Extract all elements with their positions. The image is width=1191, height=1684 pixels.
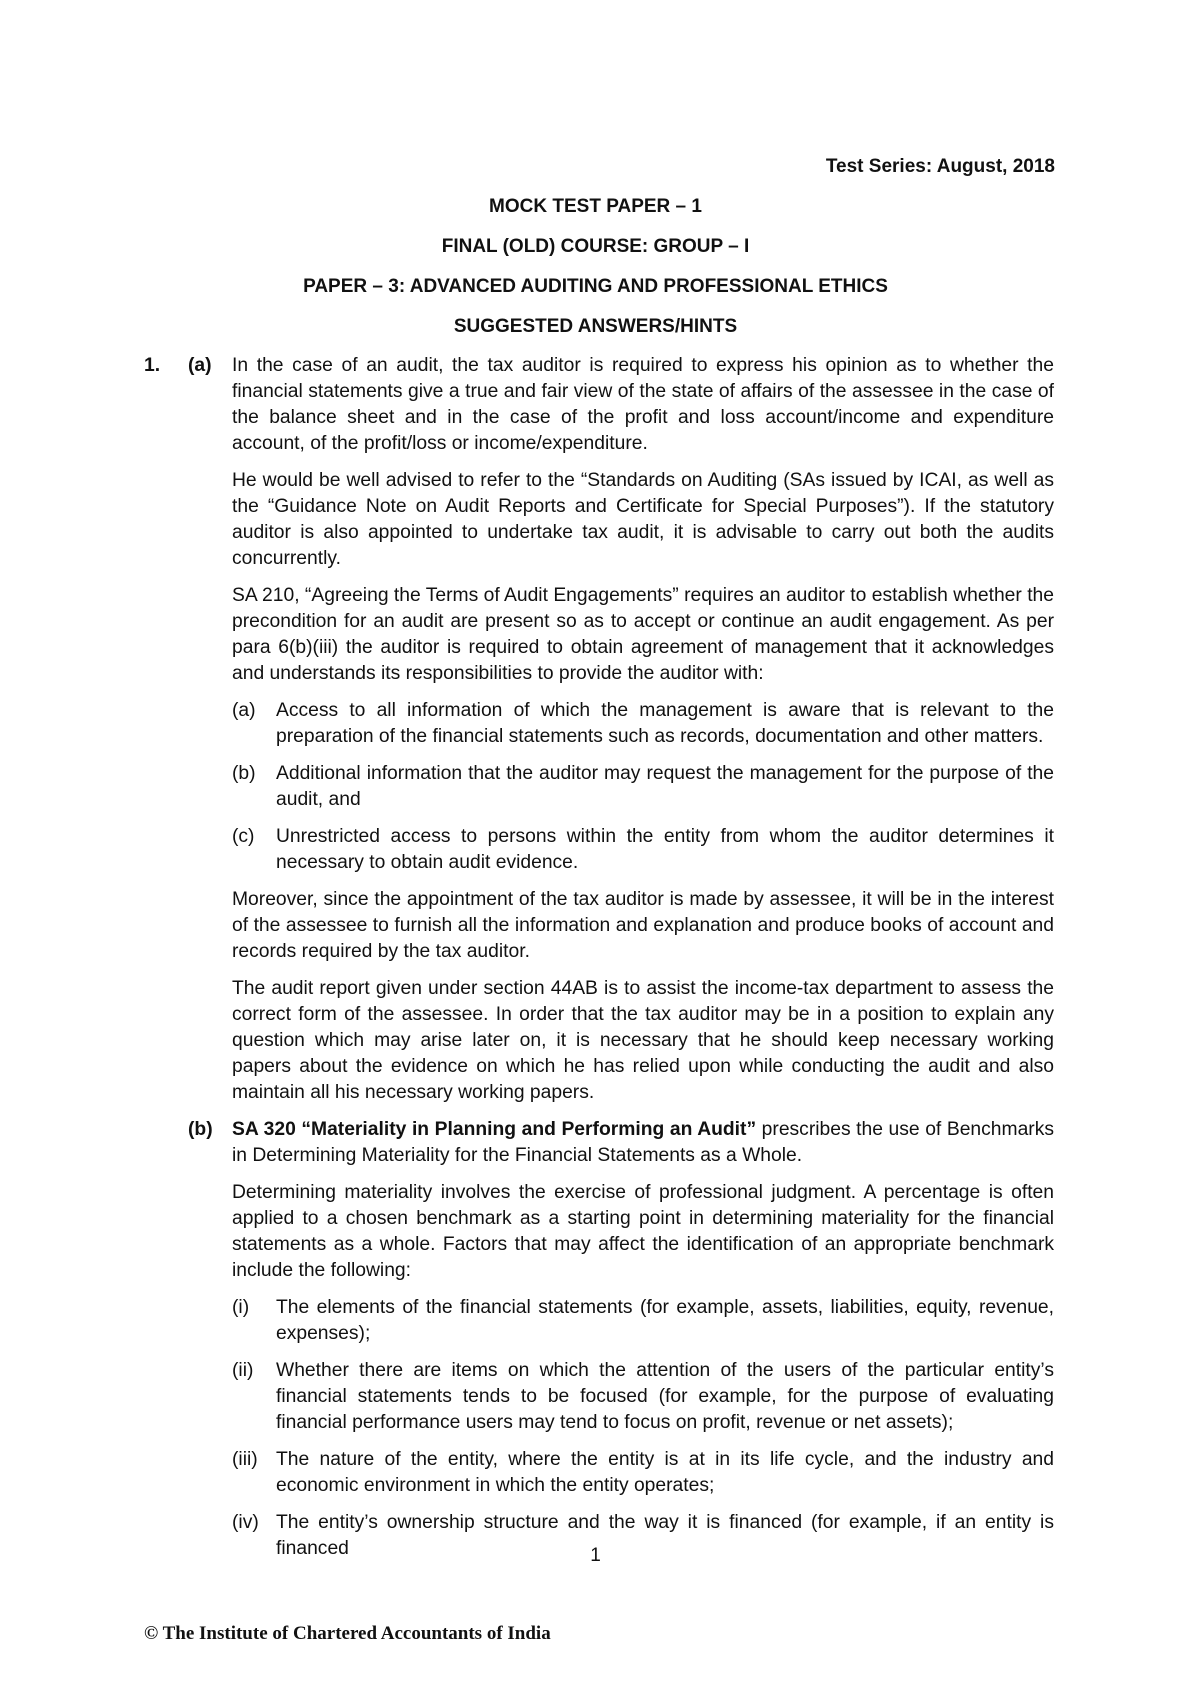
list-item (232, 1447, 1054, 1499)
list-item-label: (c) (232, 826, 255, 847)
list-item-label: (iii) (232, 1449, 258, 1470)
page-number: 1 (590, 1545, 601, 1566)
list-item-label: (i) (232, 1297, 250, 1318)
paragraph: In the case of an audit, the tax auditor is required to express his opinion as to whether the financial statements give a true and fair view of the state of affairs of the assessee in the case of the balance sheet and in the case of the profit and loss account/income and expenditure account, of the profit/loss or income/expenditure. (232, 355, 1054, 454)
list-item-text: Access to all information of which the management is aware that is relevant to the preparation of the financial statements such as records, documentation and other matters. (276, 700, 1054, 747)
paragraph: Moreover, since the appointment of the tax auditor is made by assessee, it will be in the interest of the assessee to furnish all the information and explanation and produce books of account and records required by the tax auditor. (232, 889, 1054, 962)
list-item-text: Whether there are items on which the attention of the users of the particular entity’s financial statements tends to be focused (for example, for the purpose of evaluating financial performance users may tend to focus on profit, revenue or net assets); (276, 1360, 1054, 1433)
paragraph: SA 210, “Agreeing the Terms of Audit Engagements” requires an auditor to establish whether the precondition for an audit are present so as to accept or continue an audit engagement. As per para 6(b)(iii) the auditor is required to obtain agreement of management that it acknowledges and understands its responsibilities to provide the auditor with: (232, 585, 1054, 684)
paper-title-answers: SUGGESTED ANSWERS/HINTS (453, 316, 738, 337)
question-number: 1. (144, 355, 161, 376)
test-series-label: Test Series: August, 2018 (825, 156, 1055, 177)
question-1b (144, 1117, 1054, 1562)
paragraph-text: prescribes the use of Benchmarks in Determining Materiality for the Financial Statements as a Whole. (232, 1119, 1054, 1166)
list-item-label: (iv) (232, 1512, 259, 1533)
list-item-text: The nature of the entity, where the entity is at in its life cycle, and the industry and economic environment in which the entity operates; (276, 1449, 1054, 1496)
list-item-label: (b) (232, 763, 256, 784)
list-item-text: The elements of the financial statements (for example, assets, liabilities, equity, revenue, expenses); (276, 1297, 1054, 1344)
question-part-label: (b) (188, 1119, 213, 1140)
paragraph: He would be well advised to refer to the “Standards on Auditing (SAs issued by ICAI, as well as the “Guidance Note on Audit Reports and Certificate for Special Purposes”). If the statutory auditor is also appointed to undertake tax audit, it is advisable to carry out both the audits concurrently. (232, 470, 1054, 569)
standard-reference: SA 320 “Materiality in Planning and Performing an Audit” (232, 1119, 757, 1140)
paper-title-subject: PAPER – 3: ADVANCED AUDITING AND PROFESSIONAL ETHICS (303, 276, 888, 297)
list-item-text: Additional information that the auditor may request the management for the purpose of the audit, and (276, 763, 1054, 810)
paragraph: Determining materiality involves the exercise of professional judgment. A percentage is often applied to a chosen benchmark as a starting point in determining materiality for the financial statements as a whole. Factors that may affect the identification of an appropriate benchmark include the following: (232, 1182, 1054, 1281)
list-item-text: Unrestricted access to persons within the entity from whom the auditor determines it necessary to obtain audit evidence. (276, 826, 1054, 873)
list-item (232, 1358, 1054, 1436)
list-item (232, 1295, 1054, 1347)
paper-title-course: FINAL (OLD) COURSE: GROUP – I (441, 236, 750, 257)
question-part-label: (a) (188, 355, 212, 376)
list-item (232, 824, 1054, 876)
list-item-label: (a) (232, 700, 256, 721)
answer-body (144, 353, 1054, 1573)
list-item-label: (ii) (232, 1360, 254, 1381)
paragraph: The audit report given under section 44AB is to assist the income-tax department to assess the correct form of the assessee. In order that the tax auditor may be in a position to explain any question which may arise later on, it is necessary that he should keep necessary working papers about the evidence on which he has relied upon while conducting the audit and also maintain all his necessary working papers. (232, 978, 1054, 1103)
copyright-footer: © The Institute of Chartered Accountants of India (144, 1623, 551, 1644)
list-item-text: The entity’s ownership structure and the way it is financed (for example, if an entity is financed (276, 1512, 1054, 1559)
list-item (232, 698, 1054, 750)
paper-title-mock: MOCK TEST PAPER – 1 (489, 196, 702, 217)
paragraph (232, 1117, 1054, 1169)
list-item (232, 761, 1054, 813)
question-1a (144, 353, 1054, 1106)
